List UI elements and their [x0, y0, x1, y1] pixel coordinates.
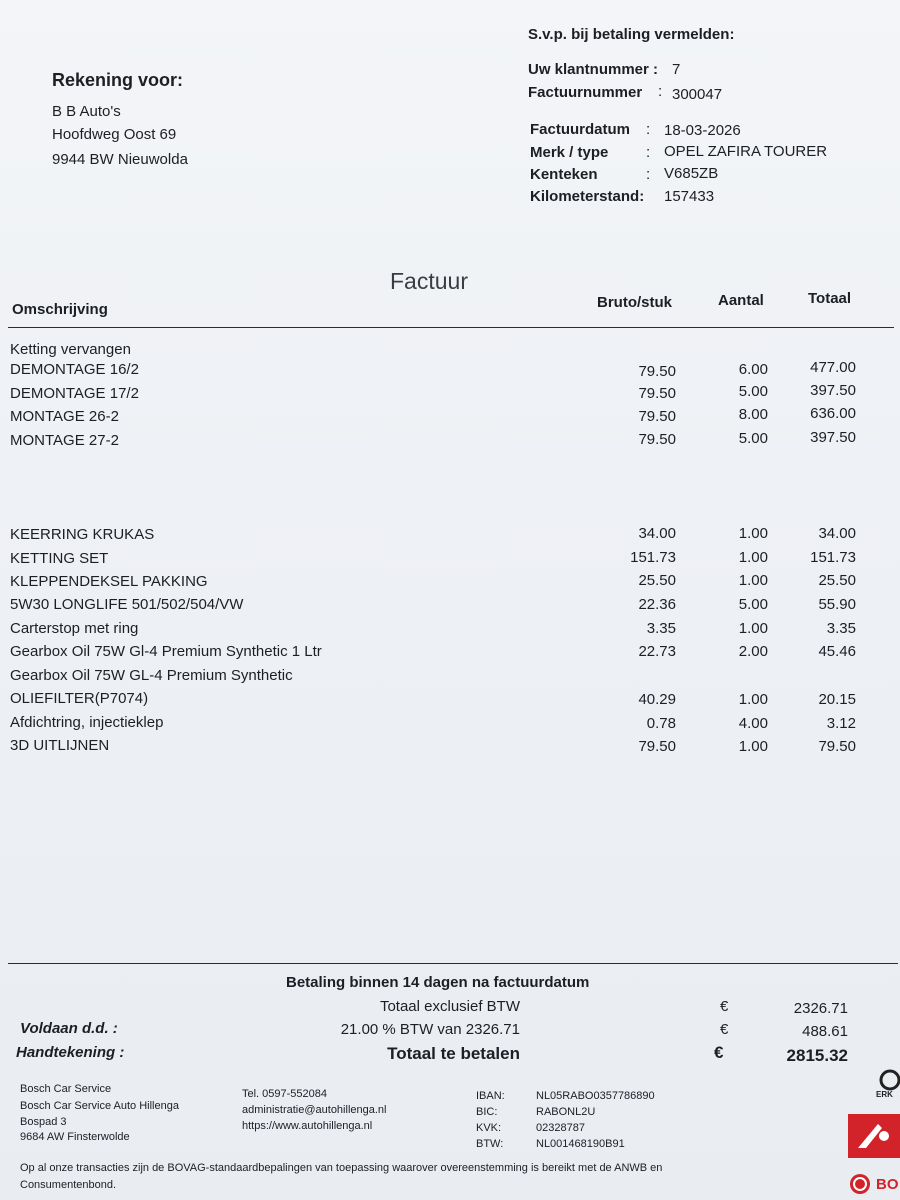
line-quantity: 2.00 — [738, 643, 768, 660]
company-line: Bospad 3 — [20, 1116, 67, 1128]
line-quantity: 1.00 — [738, 549, 768, 566]
meta-label: Merk / type — [530, 144, 609, 161]
meta-value: V685ZB — [664, 165, 719, 182]
company-line: Bosch Car Service — [20, 1083, 112, 1095]
billing-city: 9944 BW Nieuwolda — [52, 151, 188, 168]
line-description: DEMONTAGE 16/2 — [10, 361, 139, 378]
vat-currency: € — [720, 1021, 729, 1038]
vat-value: 488.61 — [802, 1023, 848, 1040]
line-quantity: 5.00 — [738, 383, 768, 400]
line-quantity: 5.00 — [738, 596, 768, 613]
paid-date-label: Voldaan d.d. : — [20, 1020, 118, 1037]
line-price: 79.50 — [638, 363, 676, 380]
line-description: DEMONTAGE 17/2 — [10, 385, 139, 402]
table-row — [0, 550, 900, 572]
bank-label: BIC: — [476, 1106, 498, 1118]
line-total: 79.50 — [818, 738, 856, 755]
invoice-number-colon: : — [658, 83, 663, 100]
bosch-logo — [846, 1170, 900, 1200]
line-price: 22.73 — [638, 643, 676, 660]
line-price: 40.29 — [638, 691, 676, 708]
contact-email[interactable]: administratie@autohillenga.nl — [242, 1104, 387, 1116]
meta-colon: : — [646, 121, 651, 138]
table-row — [0, 667, 900, 689]
payment-reference-heading: S.v.p. bij betaling vermelden: — [528, 26, 735, 43]
line-price: 79.50 — [638, 408, 676, 425]
table-row — [0, 643, 900, 665]
line-total: 397.50 — [810, 382, 856, 399]
table-row — [0, 405, 900, 430]
line-description: MONTAGE 27-2 — [10, 432, 119, 449]
line-description: KEERRING KRUKAS — [10, 526, 155, 543]
line-description: Afdichtring, injectieklep — [10, 714, 164, 731]
erkend-logo — [872, 1068, 900, 1108]
line-total: 151.73 — [810, 549, 856, 566]
grand-total-label: Totaal te betalen — [387, 1044, 520, 1063]
erkend-logo-text: ERK — [876, 1090, 893, 1099]
line-description: Gearbox Oil 75W GL-4 Premium Synthetic — [10, 667, 293, 684]
line-price: 151.73 — [630, 549, 676, 566]
line-description: MONTAGE 26-2 — [10, 408, 119, 425]
line-quantity: 1.00 — [738, 572, 768, 589]
line-quantity: 1.00 — [738, 738, 768, 755]
line-description: KLEPPENDEKSEL PAKKING — [10, 573, 208, 590]
line-total: 636.00 — [810, 405, 856, 422]
line-price: 79.50 — [638, 738, 676, 755]
bank-label: BTW: — [476, 1138, 504, 1150]
line-quantity: 8.00 — [738, 406, 768, 423]
line-price: 34.00 — [638, 525, 676, 542]
table-row — [0, 341, 900, 363]
billing-street: Hoofdweg Oost 69 — [52, 126, 177, 143]
line-total: 20.15 — [818, 691, 856, 708]
grand-total-value: 2815.32 — [786, 1046, 848, 1065]
line-quantity: 5.00 — [738, 430, 768, 447]
line-description: KETTING SET — [10, 550, 109, 567]
line-description: OLIEFILTER(P7074) — [10, 690, 149, 707]
bank-value: NL05RABO0357786890 — [536, 1090, 655, 1102]
line-price: 3.35 — [646, 620, 676, 637]
meta-value: 18-03-2026 — [664, 122, 741, 139]
vat-label: 21.00 % BTW van 2326.71 — [340, 1021, 520, 1038]
company-line: Bosch Car Service Auto Hillenga — [20, 1100, 179, 1112]
company-line: 9684 AW Finsterwolde — [20, 1131, 130, 1143]
line-description: 3D UITLIJNEN — [10, 737, 110, 754]
bank-label: KVK: — [476, 1122, 502, 1134]
line-description: Gearbox Oil 75W Gl-4 Premium Synthetic 1 Ltr — [10, 643, 322, 660]
column-quantity: Aantal — [718, 292, 764, 309]
line-quantity: 1.00 — [738, 620, 768, 637]
meta-colon: : — [646, 166, 651, 183]
legal-disclaimer: Op al onze transacties zijn de BOVAG-standaardbepalingen van toepassing waarover overeenstemming is bereikt met de ANWB en Consumentenbond. — [20, 1162, 663, 1191]
line-total: 477.00 — [810, 359, 856, 376]
column-total: Totaal — [808, 290, 852, 307]
invoice-number-label: Factuurnummer — [528, 84, 643, 101]
bosch-logo-text: BO — [876, 1176, 899, 1193]
line-total: 25.50 — [818, 572, 856, 589]
line-total: 397.50 — [810, 429, 856, 446]
line-description: 5W30 LONGLIFE 501/502/504/VW — [10, 596, 244, 613]
billing-heading: Rekening voor: — [52, 70, 184, 90]
bosch-armature-icon — [848, 1172, 872, 1196]
meta-label: Kenteken — [530, 166, 598, 183]
table-row — [0, 690, 900, 712]
meta-label: Kilometerstand: — [530, 188, 645, 205]
line-total: 34.00 — [818, 525, 856, 542]
subtotal-value: 2326.71 — [793, 1000, 848, 1017]
document-title: Factuur — [390, 268, 468, 294]
subtotal-label: Totaal exclusief BTW — [379, 998, 520, 1015]
line-total: 3.35 — [826, 620, 856, 637]
customer-number-value: 7 — [672, 61, 681, 78]
brand-mark-icon — [848, 1114, 900, 1158]
table-row — [0, 361, 900, 383]
bank-value: NL001468190B91 — [536, 1138, 625, 1150]
line-price: 22.36 — [638, 596, 676, 613]
line-description: Ketting vervangen — [10, 341, 131, 358]
subtotal-currency: € — [720, 998, 729, 1015]
line-quantity: 1.00 — [738, 691, 768, 708]
line-price: 79.50 — [638, 385, 676, 402]
table-row — [0, 737, 900, 759]
header-divider — [8, 327, 894, 328]
table-row — [0, 596, 900, 618]
column-description: Omschrijving — [12, 301, 108, 318]
line-total: 3.12 — [826, 715, 856, 732]
line-quantity: 6.00 — [738, 361, 768, 378]
bank-value: 02328787 — [536, 1122, 585, 1134]
bank-label: IBAN: — [476, 1090, 505, 1102]
erkend-icon — [872, 1068, 900, 1108]
column-price: Bruto/stuk — [597, 294, 672, 311]
line-price: 25.50 — [638, 572, 676, 589]
billing-name: B B Auto's — [52, 103, 121, 120]
line-quantity: 4.00 — [738, 715, 768, 732]
table-row — [0, 620, 900, 642]
table-row — [0, 429, 900, 454]
line-price: 0.78 — [646, 715, 676, 732]
contact-phone: Tel. 0597-552084 — [242, 1088, 328, 1100]
invoice-number-value: 300047 — [672, 86, 723, 103]
line-description: Carterstop met ring — [10, 620, 139, 637]
table-row — [0, 382, 900, 407]
line-total: 45.46 — [818, 643, 856, 660]
table-row — [0, 714, 900, 736]
red-brand-logo — [848, 1114, 900, 1158]
contact-website[interactable]: https://www.autohillenga.nl — [242, 1120, 373, 1132]
grand-total-currency: € — [714, 1043, 724, 1062]
signature-label: Handtekening : — [16, 1044, 125, 1061]
line-price: 79.50 — [638, 431, 676, 448]
footer-divider — [8, 963, 898, 964]
meta-value: 157433 — [664, 188, 715, 205]
line-quantity: 1.00 — [738, 525, 768, 542]
meta-label: Factuurdatum — [530, 121, 631, 138]
customer-number-label: Uw klantnummer : — [528, 61, 659, 78]
meta-colon: : — [646, 144, 651, 161]
table-row — [0, 526, 900, 548]
line-total: 55.90 — [818, 596, 856, 613]
table-row — [0, 573, 900, 595]
payment-terms: Betaling binnen 14 dagen na factuurdatum — [286, 974, 590, 991]
bank-value: RABONL2U — [536, 1106, 596, 1118]
meta-value: OPEL ZAFIRA TOURER — [664, 143, 828, 160]
